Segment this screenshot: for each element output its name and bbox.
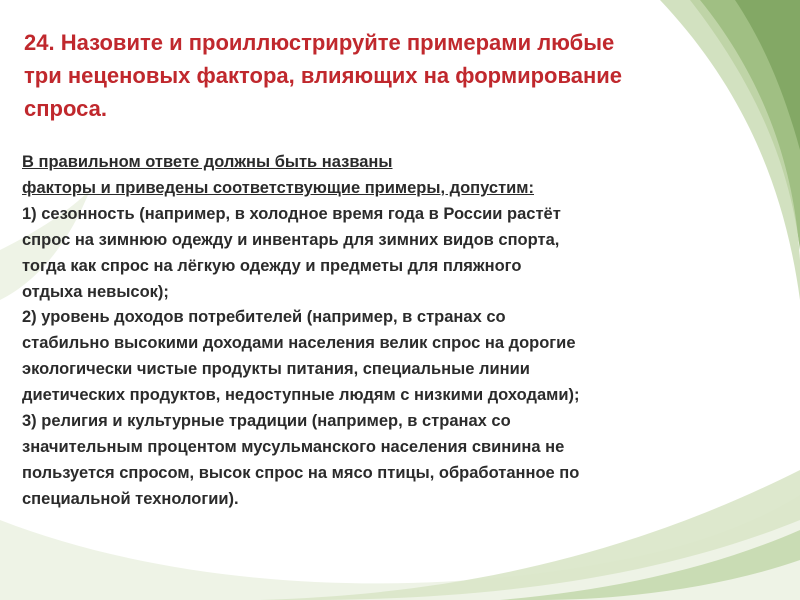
body-line: стабильно высокими доходами населения велик спрос на дорогие [22, 334, 576, 353]
body-line: специальной технологии). [22, 489, 239, 508]
title-line: три неценовых фактора, влияющих на формирование [24, 63, 623, 88]
body-line: 1) сезонность (например, в холодное время года в России растёт [22, 204, 561, 223]
body-line: отдыха невысок); [22, 282, 169, 301]
body-line: пользуется спросом, высок спрос на мясо птицы, обработанное по [22, 463, 580, 482]
body-line: экологически чистые продукты питания, специальные линии [22, 360, 530, 379]
body-line: значительным процентом мусульманского населения свинина не [22, 437, 565, 456]
intro-line: В правильном ответе должны быть названы [22, 153, 393, 171]
body-line: 3) религия и культурные традиции (например, в странах со [22, 412, 511, 431]
title-line: спроса. [24, 96, 107, 121]
title-line: 24. Назовите и проиллюстрируйте примерами любые [24, 30, 615, 55]
body-line: спрос на зимнюю одежду и инвентарь для зимних видов спорта, [22, 230, 560, 249]
body-line: 2) уровень доходов потребителей (например, в странах со [22, 308, 506, 327]
slide-title [24, 26, 764, 125]
intro-line: факторы и приведены соответствующие примеры, допустим: [22, 178, 535, 197]
answer-text [22, 150, 782, 513]
body-line: тогда как спрос на лёгкую одежду и предметы для пляжного [22, 256, 522, 275]
body-line: диетических продуктов, недоступные людям с низкими доходами); [22, 386, 580, 405]
